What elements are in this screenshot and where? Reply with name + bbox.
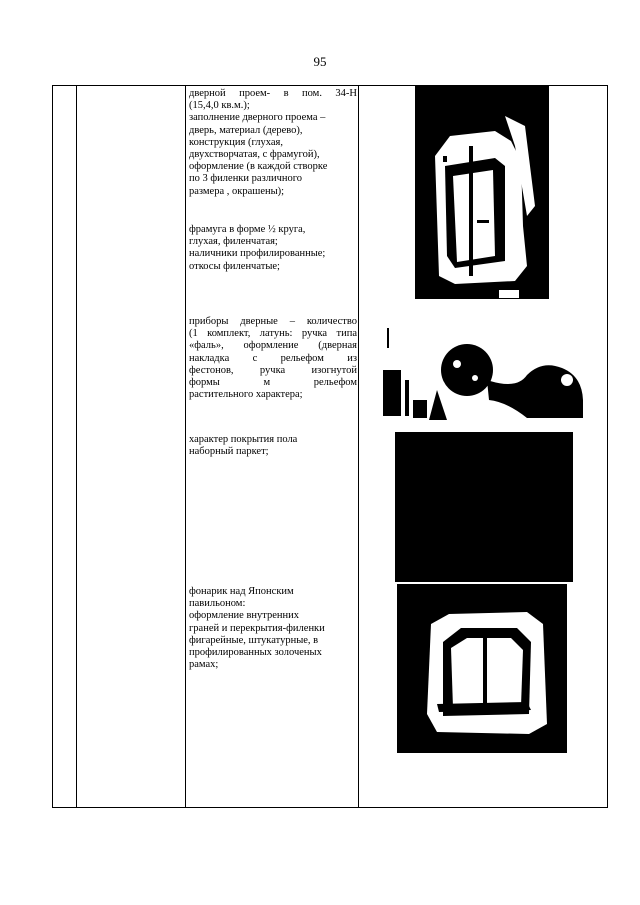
column-divider-2 (185, 86, 186, 807)
text-line: павильоном: (189, 598, 246, 610)
text-line: накладка с рельефом из (189, 352, 357, 364)
text-line: фигарейные, штукатурные, в (189, 634, 319, 646)
text-line: глухая, филенчатая; (189, 236, 278, 248)
text-line: приборы дверные – количество (189, 316, 357, 327)
text-line: оформление внутренних (189, 610, 300, 622)
text-line: заполнение дверного проема – (189, 112, 326, 124)
text-line: двухстворчатая, с фрамугой), (189, 149, 320, 161)
text-line: наборный паркет; (189, 446, 269, 458)
door-description (189, 88, 357, 198)
text-line: дверь, материал (дерево), (189, 124, 303, 136)
door-photo (415, 86, 549, 299)
text-line: по 3 филенки различного (189, 173, 303, 185)
text-line: характер покрытия пола (189, 434, 298, 445)
text-line: фонарик над Японским (189, 586, 294, 597)
document-table (52, 85, 608, 808)
door-handle-photo (377, 320, 587, 420)
text-line: откосы филенчатые; (189, 260, 280, 272)
text-line: рамах; (189, 659, 219, 671)
text-line: (1 комплект, латунь: ручка типа (189, 328, 357, 340)
lantern-ceiling-photo (397, 584, 567, 753)
lantern-description (189, 586, 357, 671)
text-line: растительного характера; (189, 389, 303, 401)
text-line: профилированных золоченых (189, 647, 322, 659)
column-divider-1 (76, 86, 77, 807)
hardware-description (189, 316, 357, 401)
text-line: граней и перекрытия-филенки (189, 622, 325, 634)
text-line: (15,4,0 кв.м.); (189, 100, 250, 112)
page-number: 95 (313, 54, 327, 69)
text-line: оформление (в каждой створке (189, 161, 328, 173)
floor-description (189, 434, 357, 458)
parquet-floor-photo (395, 432, 573, 582)
text-line: наличники профилированные; (189, 248, 326, 260)
text-line: размера , окрашены); (189, 185, 285, 197)
text-line: фестонов, ручка изогнутой (189, 364, 357, 376)
text-line: конструкция (глухая, (189, 136, 283, 148)
column-divider-3 (358, 86, 359, 807)
text-line: «фаль», оформление (дверная (189, 340, 357, 352)
text-line: дверной проем- в пом. 34-Н (189, 88, 357, 99)
text-line: формы м рельефом (189, 377, 357, 389)
text-line: фрамуга в форме ½ круга, (189, 224, 306, 235)
transom-description (189, 224, 357, 273)
